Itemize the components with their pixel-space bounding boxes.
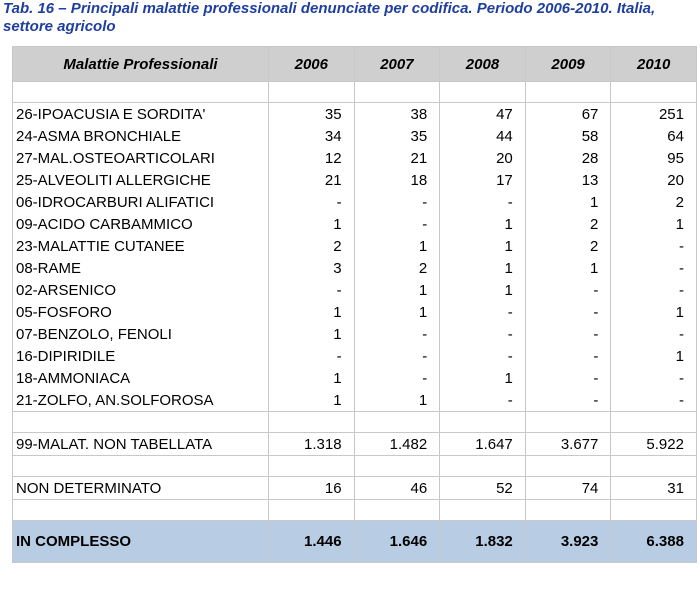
table-row [13,169,697,191]
row-label: 23-MALATTIE CUTANEE [13,235,269,257]
row-label: 09-ACIDO CARBAMMICO [13,213,269,235]
cell-value: - [525,279,611,301]
cell-value: 52 [440,477,526,500]
cell-value: - [354,213,440,235]
cell-value: 64 [611,125,697,147]
cell-value: 74 [525,477,611,500]
table-row [13,301,697,323]
cell-value: 2 [525,235,611,257]
row-label: 24-ASMA BRONCHIALE [13,125,269,147]
cell-value: 1.647 [440,433,526,456]
cell-value: 3.677 [525,433,611,456]
row-label: 07-BENZOLO, FENOLI [13,323,269,345]
cell-value: - [611,367,697,389]
cell-value: - [440,301,526,323]
cell-value: - [525,301,611,323]
cell-value: 2 [354,257,440,279]
table-row [13,323,697,345]
header-year: 2009 [525,47,611,82]
cell-value: 2 [525,213,611,235]
cell-value: 3 [269,257,355,279]
row-non-determinato [13,477,697,500]
table-row [13,389,697,412]
cell-value: 20 [440,147,526,169]
cell-value: 1 [269,323,355,345]
cell-value: 6.388 [611,521,697,563]
table-row [13,235,697,257]
row-label: 06-IDROCARBURI ALIFATICI [13,191,269,213]
cell-value: - [525,367,611,389]
header-row [13,47,697,82]
cell-value: 34 [269,125,355,147]
cell-value: 1 [611,301,697,323]
cell-value: 1 [269,367,355,389]
spacer-row [13,412,697,433]
cell-value: 44 [440,125,526,147]
row-label: 16-DIPIRIDILE [13,345,269,367]
row-label: 02-ARSENICO [13,279,269,301]
cell-value: - [354,345,440,367]
row-label: 27-MAL.OSTEOARTICOLARI [13,147,269,169]
cell-value: - [354,191,440,213]
cell-value: 251 [611,103,697,126]
row-label: 99-MALAT. NON TABELLATA [13,433,269,456]
cell-value: 1.318 [269,433,355,456]
cell-value: - [525,345,611,367]
cell-value: 1 [269,389,355,412]
row-label: 21-ZOLFO, AN.SOLFOROSA [13,389,269,412]
cell-value: 16 [269,477,355,500]
cell-value: 1.446 [269,521,355,563]
cell-value: 20 [611,169,697,191]
cell-value: 1 [440,213,526,235]
row-total [13,521,697,563]
cell-value: 35 [269,103,355,126]
cell-value: - [611,389,697,412]
occupational-diseases-table [12,46,697,563]
cell-value: - [269,345,355,367]
cell-value: 3.923 [525,521,611,563]
cell-value: 1 [440,235,526,257]
table-row [13,257,697,279]
header-year: 2010 [611,47,697,82]
cell-value: 1 [269,301,355,323]
cell-value: - [525,323,611,345]
spacer-row [13,82,697,103]
cell-value: 1 [611,213,697,235]
cell-value: 1 [269,213,355,235]
row-non-tabellata [13,433,697,456]
cell-value: 67 [525,103,611,126]
cell-value: - [354,367,440,389]
header-disease: Malattie Professionali [13,47,269,82]
cell-value: 1 [354,389,440,412]
cell-value: 1.832 [440,521,526,563]
cell-value: 17 [440,169,526,191]
table-row [13,279,697,301]
cell-value: - [440,389,526,412]
cell-value: 2 [611,191,697,213]
cell-value: 58 [525,125,611,147]
table-row [13,103,697,126]
table-row [13,213,697,235]
cell-value: 12 [269,147,355,169]
cell-value: - [611,235,697,257]
cell-value: - [440,191,526,213]
cell-value: - [611,323,697,345]
cell-value: 1 [611,345,697,367]
row-label: 05-FOSFORO [13,301,269,323]
cell-value: 31 [611,477,697,500]
row-label: 18-AMMONIACA [13,367,269,389]
cell-value: 1 [440,257,526,279]
cell-value: 1 [440,279,526,301]
cell-value: 21 [269,169,355,191]
cell-value: - [611,257,697,279]
cell-value: 13 [525,169,611,191]
table-row [13,125,697,147]
cell-value: 1 [354,235,440,257]
cell-value: 18 [354,169,440,191]
cell-value: 1 [440,367,526,389]
header-year: 2006 [269,47,355,82]
cell-value: 21 [354,147,440,169]
row-label: 26-IPOACUSIA E SORDITA' [13,103,269,126]
table-row [13,191,697,213]
cell-value: - [440,323,526,345]
cell-value: 35 [354,125,440,147]
row-label: NON DETERMINATO [13,477,269,500]
row-label: IN COMPLESSO [13,521,269,563]
cell-value: 1 [354,301,440,323]
cell-value: 1 [525,191,611,213]
cell-value: - [525,389,611,412]
row-label: 08-RAME [13,257,269,279]
table-row [13,147,697,169]
cell-value: 95 [611,147,697,169]
cell-value: 1.646 [354,521,440,563]
cell-value: - [611,279,697,301]
cell-value: 47 [440,103,526,126]
cell-value: 2 [269,235,355,257]
cell-value: 28 [525,147,611,169]
cell-value: 1 [354,279,440,301]
cell-value: - [269,279,355,301]
cell-value: 46 [354,477,440,500]
row-label: 25-ALVEOLITI ALLERGICHE [13,169,269,191]
spacer-row [13,500,697,521]
table-row [13,367,697,389]
cell-value: 1 [525,257,611,279]
cell-value: 38 [354,103,440,126]
cell-value: 5.922 [611,433,697,456]
table-row [13,345,697,367]
header-year: 2007 [354,47,440,82]
cell-value: - [440,345,526,367]
cell-value: - [354,323,440,345]
spacer-row [13,456,697,477]
header-year: 2008 [440,47,526,82]
cell-value: - [269,191,355,213]
cell-value: 1.482 [354,433,440,456]
table-caption: Tab. 16 – Principali malattie professionali denunciate per codifica. Periodo 2006-2010. Italia, settore agricolo [3,0,656,35]
